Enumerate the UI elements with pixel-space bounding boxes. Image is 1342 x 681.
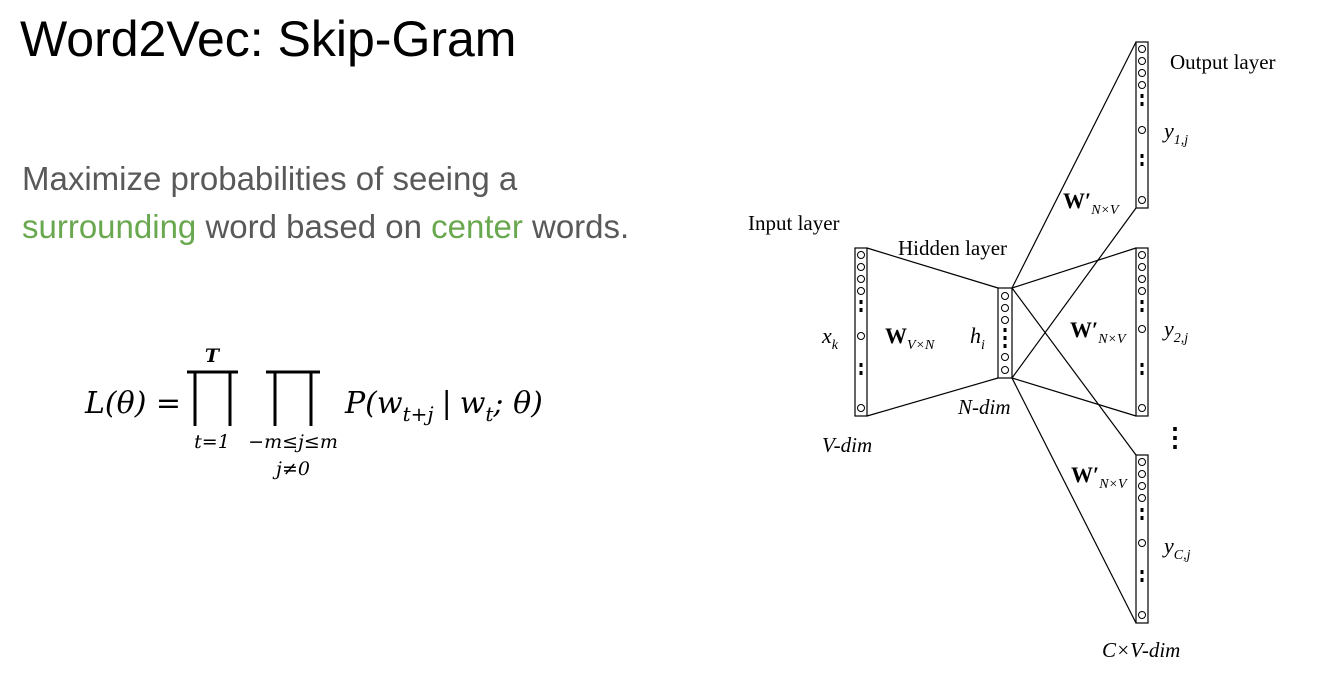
more-outputs-ellipsis: ⋮ — [1162, 423, 1188, 452]
term-close: ; θ) — [493, 386, 543, 421]
term-w2: w — [459, 386, 486, 421]
skip-gram-diagram — [730, 30, 1330, 670]
w-output-label-3: $W'_{N\times V}$ — [1071, 462, 1127, 492]
prod1-lower: t=1 — [194, 431, 230, 453]
term-sub2: t — [485, 402, 494, 426]
yc-label: $y_{C,j}$ — [1164, 533, 1191, 563]
y2-label: $y_{2,j}$ — [1164, 316, 1189, 346]
input-layer-label: Input layer — [748, 211, 840, 235]
output-column-1 — [1136, 42, 1148, 208]
formula-lhs: L(θ) = — [85, 386, 182, 421]
input-layer-column — [855, 248, 867, 416]
w-output-label-2: $W'_{N\times V}$ — [1070, 317, 1126, 347]
product-symbol-2 — [266, 372, 320, 426]
hidden-layer-label: Hidden layer — [898, 236, 1008, 260]
desc-highlight-center: center — [431, 208, 523, 245]
slide-description — [22, 155, 722, 251]
prod2-condition: j≠0 — [276, 458, 310, 480]
y1-label: $y_{1,j}$ — [1164, 118, 1189, 148]
desc-highlight-surrounding: surrounding — [22, 208, 197, 245]
term-bar: | — [441, 386, 452, 421]
output-layer-label: Output layer — [1170, 50, 1276, 74]
output-column-3 — [1136, 455, 1148, 623]
desc-part1: Maximize probabilities of seeing a — [22, 160, 518, 197]
hidden-layer-column — [998, 288, 1012, 378]
prod1-upper: T — [204, 345, 220, 367]
objective-formula — [70, 330, 590, 500]
cv-dim-label: C×V-dim — [1102, 638, 1181, 662]
slide-title: Word2Vec: Skip-Gram — [20, 11, 517, 67]
product-symbol-1 — [187, 372, 238, 426]
x-k-label: $x_k$ — [822, 323, 838, 353]
w-input-label: $W_{V\times N}$ — [885, 323, 935, 353]
term-w1: w — [376, 386, 403, 421]
desc-part2: word based on — [196, 208, 432, 245]
term-open: P( — [345, 386, 377, 421]
output-column-2 — [1136, 248, 1148, 416]
w-output-label-1: $W'_{N\times V}$ — [1063, 188, 1119, 218]
v-dim-label: V-dim — [822, 433, 873, 457]
prod2-lower: −m≤j≤m — [248, 431, 338, 453]
term-sub1: t+j — [402, 402, 434, 426]
h-i-label: $h_i$ — [970, 323, 985, 353]
formula-term — [344, 386, 543, 426]
desc-part3: words. — [522, 208, 630, 245]
n-dim-label: N-dim — [958, 395, 1011, 419]
